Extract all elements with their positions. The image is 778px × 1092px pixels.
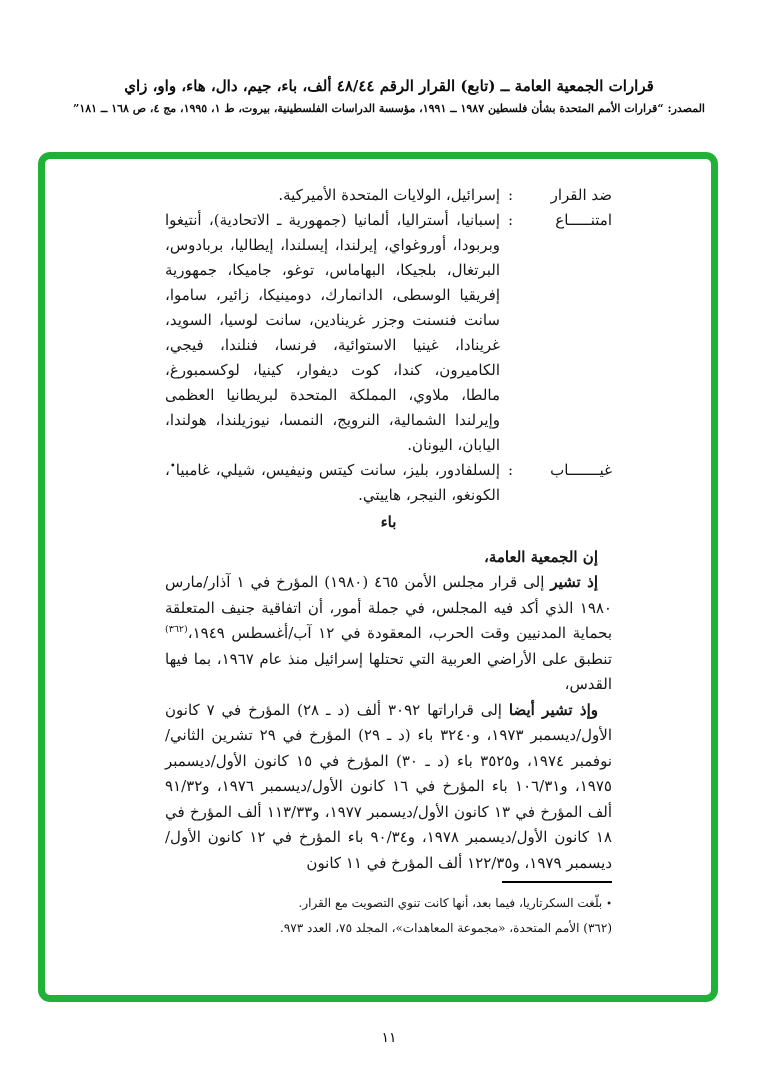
vote-against-label (500, 183, 612, 208)
vote-absent-label-text: غيـــــــاب (550, 461, 612, 479)
resolution-content (165, 159, 612, 939)
footnote-star (165, 892, 612, 917)
paragraph-text: تنطبق على الأراضي العربية التي تحتلها إسرائيل منذ عام ١٩٦٧، بما فيها القدس، (165, 649, 612, 693)
absent-countries-part2: ، الكونغو، النيجر، هاييتي. (165, 461, 500, 504)
page-number: ١١ (381, 1030, 397, 1046)
voting-record (165, 183, 612, 508)
vote-absent-row (165, 458, 612, 508)
vote-absent-label (500, 458, 612, 508)
paragraph-lead: إذ تشير (550, 573, 598, 591)
assembly-opener: إن الجمعية العامة، (484, 548, 598, 566)
paragraph-recalling (165, 570, 612, 698)
paragraph-lead: وإذ تشير أيضا (508, 700, 598, 719)
vote-abstain-label-text: امتنـــــاع (555, 211, 612, 229)
page-title: قرارات الجمعية العامة ــ (تابع) القرار الرقم ٤٨/٤٤ ألف، باء، جيم، دال، هاء، واو، زاي (124, 77, 654, 95)
label-colon: : (508, 461, 514, 479)
footnote-bullet-icon: • (606, 899, 612, 910)
footnote-ref-362: (٣٦٢) (165, 624, 188, 635)
vote-abstain-row (165, 208, 612, 458)
footnote-divider (502, 881, 612, 883)
source-citation-line: المصدر: “قرارات الأمم المتحدة بشأن فلسطين ١٩٨٧ ــ ١٩٩١، مؤسسة الدراسات الفلسطينية، بيروت، ط ١، ١٩٩٥، مج ٤، ص ١٦٨ ــ ١٨١” (73, 102, 705, 115)
footnotes-section (165, 881, 612, 939)
vote-abstain-countries: إسبانيا، أستراليا، ألمانيا (جمهورية ـ الاتحادية)، أنتيغوا وبربودا، أوروغواي، إيرلندا، إيسلندا، إيطاليا، بربادوس، البرتغال، بلجيكا، البهاماس، توغو، جاميكا، جمهورية إفريقيا الوسطى، الدانمارك، دومينيكا، زائير، ساموا، سانت فنسنت وجزر غرينادين، سانت لوسيا، السويد، غرينادا، غينيا الاستوائية، فرنسا، فنلندا، فيجي، الكاميرون، كندا، كوت ديفوار، كينيا، لوكسمبورغ، مالطا، ملاوي، المملكة المتحدة لبريطانيا العظمى وإيرلندا الشمالية، النرويج، النمسا، نيوزيلندا، هولندا، اليابان، اليونان. (165, 211, 500, 454)
paragraph-text: إلى قراراتها ٣٠٩٢ ألف (د ـ ٢٨) المؤرخ في ٧ كانون الأول/ديسمبر ١٩٧٣، و٣٢٤٠ باء (د ـ ٢٩) المؤرخ في ٢٩ تشرين الثاني/نوفمبر ١٩٧٤، و٣٥٢٥ باء (د ـ ٣٠) المؤرخ في ١٥ كانون الأول/ديسمبر ١٩٧٥، و١٠٦/٣١ باء المؤرخ في ١٦ كانون الأول/ديسمبر ١٩٧٦، و٩١/٣٢ ألف المؤرخ في ١٣ كانون الأول/ديسمبر ١٩٧٧، و١١٣/٣٣ ألف المؤرخ في ١٨ كانون الأول/ديسمبر ١٩٧٨، و٩٠/٣٤ باء المؤرخ في ١٢ كانون الأول/ديسمبر ١٩٧٩، و١٢٢/٣٥ ألف المؤرخ في ١١ كانون (165, 700, 612, 872)
footnote-star-marker: • (169, 461, 176, 472)
footnote-362: (٣٦٢) الأمم المتحدة، «مجموعة المعاهدات»، المجلد ٧٥، العدد ٩٧٣. (280, 920, 612, 935)
footnote-star-text: بلّغت السكرتاريا، فيما بعد، أنها كانت تنوي التصويت مع القرار. (298, 896, 607, 910)
label-colon: : (508, 211, 514, 229)
absent-countries-part1: إلسلفادور، بليز، سانت كيتس ونيفيس، شيلي، غامبيا (175, 461, 500, 479)
label-colon: : (508, 186, 514, 204)
vote-absent-countries (165, 458, 500, 508)
vote-abstain-label (500, 208, 612, 458)
section-heading-baa: باء (380, 513, 397, 531)
paragraph-recalling-also (165, 698, 612, 877)
vote-against-countries: إسرائيل، الولايات المتحدة الأميركية. (278, 186, 500, 204)
vote-against-row (165, 183, 612, 208)
vote-against-label-text: ضد القرار (550, 186, 612, 204)
paragraph-text: إلى قرار مجلس الأمن ٤٦٥ (١٩٨٠) المؤرخ في ١ آذار/مارس ١٩٨٠ الذي أكد فيه المجلس، في جملة أمور، أن اتفاقية جنيف المتعلقة بحماية المدنيين وقت الحرب، المعقودة في ١٢ آب/أغسطس ١٩٤٩، (165, 573, 612, 642)
